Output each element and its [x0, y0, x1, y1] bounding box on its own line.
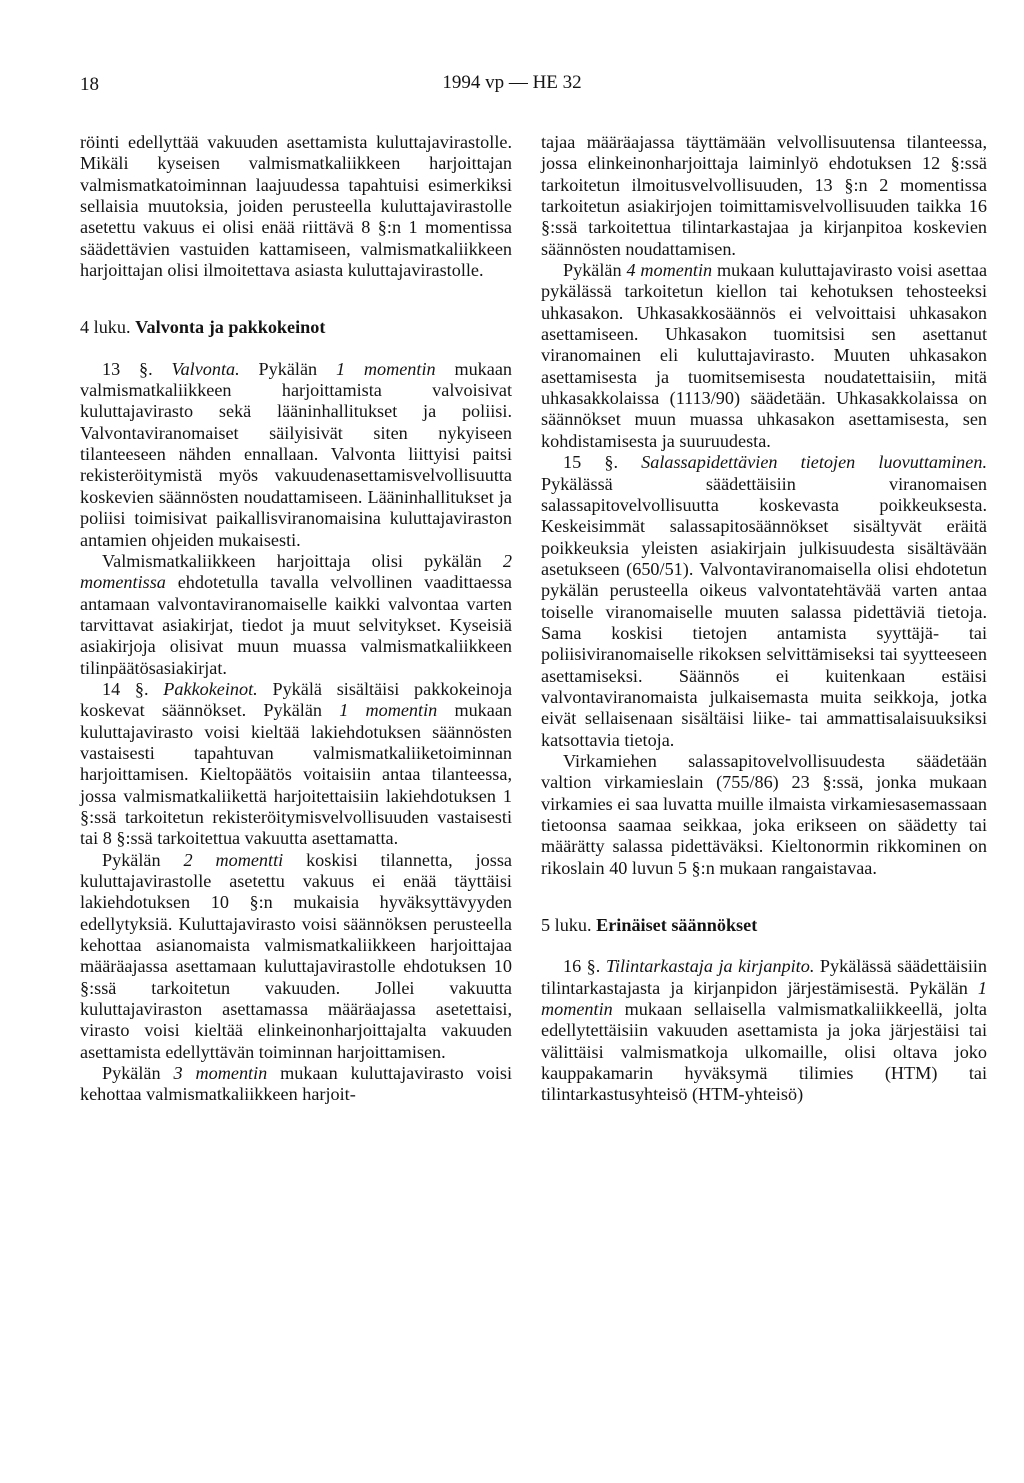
text: Pykälän — [102, 1063, 161, 1084]
text: Valmismatkaliikkeen harjoittaja olisi pykälän — [102, 550, 482, 571]
section-15 — [541, 452, 987, 751]
section-title: Pakkokeinot. — [163, 678, 258, 699]
section-number: 13 §. — [102, 358, 153, 379]
section-number: 15 §. — [563, 452, 618, 473]
paragraph: tajaa määräajassa täyttämään velvollisuutensa tilanteessa, jossa elinkeinonharjoittaja laiminlyö ehdotuksen 12 §:ssä tarkoitetun ilmoitusvelvollisuuden, 13 §:n 2 momentissa tarkoitetun asiakirjojen toimittamisvelvollisuuden taikka 16 §:ssä tarkoitettua tilintarkastajaa ja kirjanpitoa koskevien säännösten noudattamisen. — [541, 132, 987, 259]
section-title: Valvonta. — [171, 358, 240, 379]
paragraph — [80, 551, 512, 679]
left-column — [80, 132, 512, 1106]
chapter-title: Valvonta ja pakkokeinot — [135, 317, 326, 338]
section-title: Tilintarkastaja ja kirjanpito. — [605, 956, 815, 977]
paragraph: Virkamiehen salassapitovelvollisuudesta säädetään valtion virkamieslain (755/86) 23 §:ssä, jonka mukaan virkamies ei saa luvatta muille ilmaista virkamiesasemassaan tietoonsa saamaa seikkaa, joka erikseen on säädetty tai määrätty salassa pidettäväksi. Kieltonormin rikkominen on rikoslain 40 luvun 5 §:n mukaan rangaistavaa. — [541, 750, 987, 878]
text: mukaan sellaisella valmismatkaliikkeellä, jolta edellytettäisiin vakuuden asettamista ja joka järjestäisi tai välittäisi valmismatkoja ulkomaille, olisi oltava joko kauppakamarin hyväksymä tilimies (HTM) tai tilintarkastusyhteisö (HTM-yhteisö) — [541, 999, 987, 1105]
text: Pykälän — [102, 849, 161, 870]
reference: 2 momentti — [183, 849, 284, 870]
text: mukaan kuluttajavirasto voisi kehottaa valmismatkaliikkeen harjoit- — [80, 1063, 513, 1105]
paragraph — [541, 260, 987, 452]
section-16 — [541, 956, 987, 1105]
paragraph: röinti edellyttää vakuuden asettamista kuluttajavirastolle. Mikäli kyseisen valmismatkaliikkeen harjoittajan valmismatkatoiminnan laajuudessa tapahtuisi esimerkiksi sellaisia muutoksia, joiden perusteella kuluttajavirastolle asetettu vakuus ei olisi enää riittävä 8 §:n 1 momentissa säädettävien vastuiden kattamiseen, valmismatkaliikkeen harjoittajan olisi ilmoitettava asiasta kuluttajavirastolle. — [80, 132, 512, 281]
text: Pykälässä säädettäisiin tilintarkastajasta ja kirjanpidon järjestämisestä. Pykälän — [541, 956, 988, 998]
page-number: 18 — [80, 74, 99, 95]
right-column — [541, 132, 987, 1106]
section-13 — [80, 359, 512, 551]
chapter-number: 5 luku. — [541, 915, 592, 936]
section-number: 14 §. — [102, 678, 149, 699]
reference: 1 momentin — [339, 700, 438, 721]
text: mukaan valmismatkaliikkeen harjoittamista valvoisivat kuluttajavirasto sekä lääninhallitukset ja poliisi. Valvontaviranomaiset säilyisivät siten nykyiseen tilanteeseen nähden ennallaan. Valvonta liittyisi paitsi rekisteröitymistä myös vakuudenasettamisvelvollisuutta koskevien säännösten noudattamiseen. Lääninhallitukset ja poliisi toimisivat paikallisviranomaisina kuluttajaviraston antamien ohjeiden mukaisesti. — [80, 358, 513, 550]
section-number: 16 §. — [563, 956, 601, 977]
reference: 3 momentin — [173, 1063, 268, 1084]
paragraph — [80, 1063, 512, 1106]
running-head: 1994 vp — HE 32 — [442, 72, 582, 93]
text: Pykälässä säädettäisiin viranomaisen salassapitovelvollisuutta koskevasta poikkeuksesta. Keskeisimmät salassapitosäännökset sisältyvät eräitä poikkeuksia yleisten asiakirjain julkisuudesta sisältävään asetukseen (650/51). Valvontaviranomaisella olisi ehdotetun pykälän perusteella oikeus valvontatehtävää varten antaa toiselle viranomaiselle muuten salassa pidettäviä tietoja. Sama koskisi tietojen antamista syyttäjä- tai poliisiviranomaiselle rikoksen selvittämiseksi tai syytteeseen asettamiseksi. Säännös ei kuitenkaan estäisi valvontaviranomaista julkaisemasta muita seikkoja, jotka eivät sellaisenaan sisältäisi liike- tai ammattisalaisuuksiksi katsottavia tietoja. — [541, 473, 987, 750]
paragraph — [80, 850, 512, 1063]
text: koskisi tilannetta, jossa kuluttajavirastolle asetettu vakuus ei enää täyttäisi lakiehdotuksen 10 §:n mukaisia hyväksyttävyyden edellytyksiä. Kuluttajavirasto voisi säännöksen perusteella kehottaa asianomaista valmismatkaliikkeen harjoittajaa määräajassa asettamaan kuluttajavirastolle ehdotuksen 10 §:ssä tarkoitetun vakuuden. Jollei vakuutta kuluttajaviraston asettamassa määräajassa asetettaisi, virasto voisi kieltää elinkeinonharjoittajalta vakuuden asettamista edellyttävän toiminnan harjoittamisen. — [80, 849, 512, 1062]
chapter-heading-5 — [541, 915, 987, 936]
section-title: Salassapidettävien tietojen luovuttaminen. — [641, 452, 987, 473]
chapter-heading-4 — [80, 317, 512, 338]
reference: 2 momentissa — [80, 550, 512, 593]
reference: 4 momentin — [626, 260, 713, 281]
text: Pykälän — [563, 260, 622, 281]
chapter-title: Erinäiset säännökset — [596, 915, 758, 936]
section-14 — [80, 679, 512, 850]
text: mukaan kuluttajavirasto voisi kieltää lakiehdotuksen säännösten vastaisesti tapahtuvan valmismatkaliiketoiminnan harjoittamisen. Kieltopäätös voitaisiin antaa tilanteessa, jossa valmismatkaliikettä harjoitettaisiin lakiehdotuksen 1 §:ssä tarkoitetun rekisteröitymisvelvollisuuden vastaisesti tai 8 §:ssä tarkoitettua vakuutta asettamatta. — [80, 700, 513, 849]
text: Pykälän — [258, 358, 318, 379]
reference: 1 momentin — [541, 977, 987, 1020]
chapter-number: 4 luku. — [80, 317, 131, 338]
text: ehdotetulla tavalla velvollinen vaadittaessa antamaan valvontaviranomaiselle kaikki valvontaa varten tarvittavat asiakirjat, tiedot ja muut selvitykset. Kyseisiä asiakirjoja olisivat muun muassa valmismatkaliikkeen tilinpäätösasiakirjat. — [80, 572, 513, 678]
reference: 1 momentin — [335, 358, 436, 379]
text: mukaan kuluttajavirasto voisi asettaa pykälässä tarkoitetun kiellon tai kehotuksen tehosteeksi uhkasakon. Uhkasakkosäännös ei velvoittaisi uhkasakon asettamiseen. Uhkasakon tuomitsisi sen asettanut viranomainen eli kuluttajavirasto. Muuten uhkasakon asettamisesta ja tuomitsemisesta noudatettaisiin, mitä uhkasakkolaissa (1113/90) säädetään. Uhkasakkolaissa on säännökset muun muassa uhkasakon asettamisesta, sen kohdistamisesta ja suuruudesta. — [541, 260, 988, 451]
text: Pykälä sisältäisi pakkokeinoja koskevat säännökset. Pykälän — [80, 678, 513, 721]
